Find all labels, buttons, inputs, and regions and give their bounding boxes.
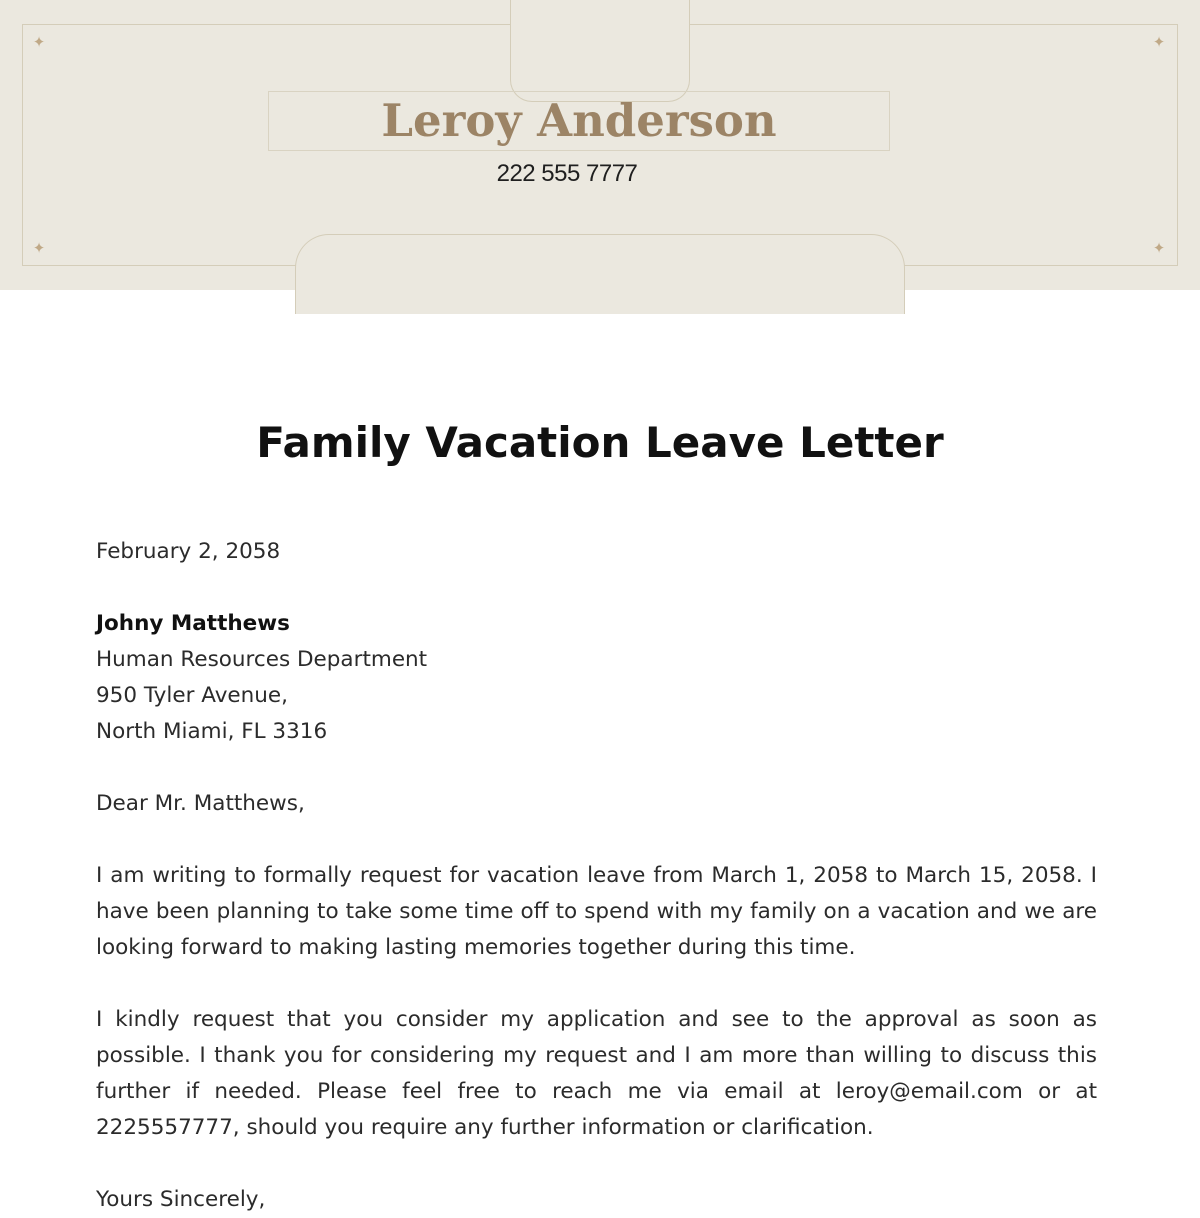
body-paragraph: I am writing to formally request for vacation leave from March 1, 2058 to March 15, 2058. I have been planning to take some time off to spend with my family on a vacation and we are looking forward to making lasting memories together during this time. [96,863,1097,960]
recipient-name: Johny Matthews [96,611,290,636]
sender-phone: 222 555 7777 [496,160,638,187]
letterhead-top-tab [510,0,690,102]
letterhead [0,0,1200,290]
recipient-address-line1: 950 Tyler Avenue, [96,683,288,708]
letter-date: February 2, 2058 [96,539,281,564]
body-paragraph: I kindly request that you consider my application and see to the approval as soon as possible. I thank you for considering my request and I am more than willing to discuss this further if needed. Please feel free to reach me via email at leroy@email.com or at 2225557777, should you require any further information or clarification. [96,1007,1097,1140]
document-title: Family Vacation Leave Letter [256,418,944,467]
letterhead-bottom-tab [295,234,905,314]
salutation: Dear Mr. Matthews, [96,791,305,816]
spacer [96,570,1097,606]
sparkle-icon: ✦ [32,33,46,51]
sparkle-icon: ✦ [32,239,46,257]
closing: Yours Sincerely, [96,1187,266,1212]
spacer [96,966,1097,1002]
sparkle-icon: ✦ [1152,33,1166,51]
sender-name: Leroy Anderson [381,94,777,147]
recipient-department: Human Resources Department [96,647,428,672]
recipient-address-line2: North Miami, FL 3316 [96,719,328,744]
spacer [96,822,1097,858]
spacer [96,750,1097,786]
spacer [96,1146,1097,1182]
letter-body [96,534,1097,1218]
sparkle-icon: ✦ [1152,239,1166,257]
